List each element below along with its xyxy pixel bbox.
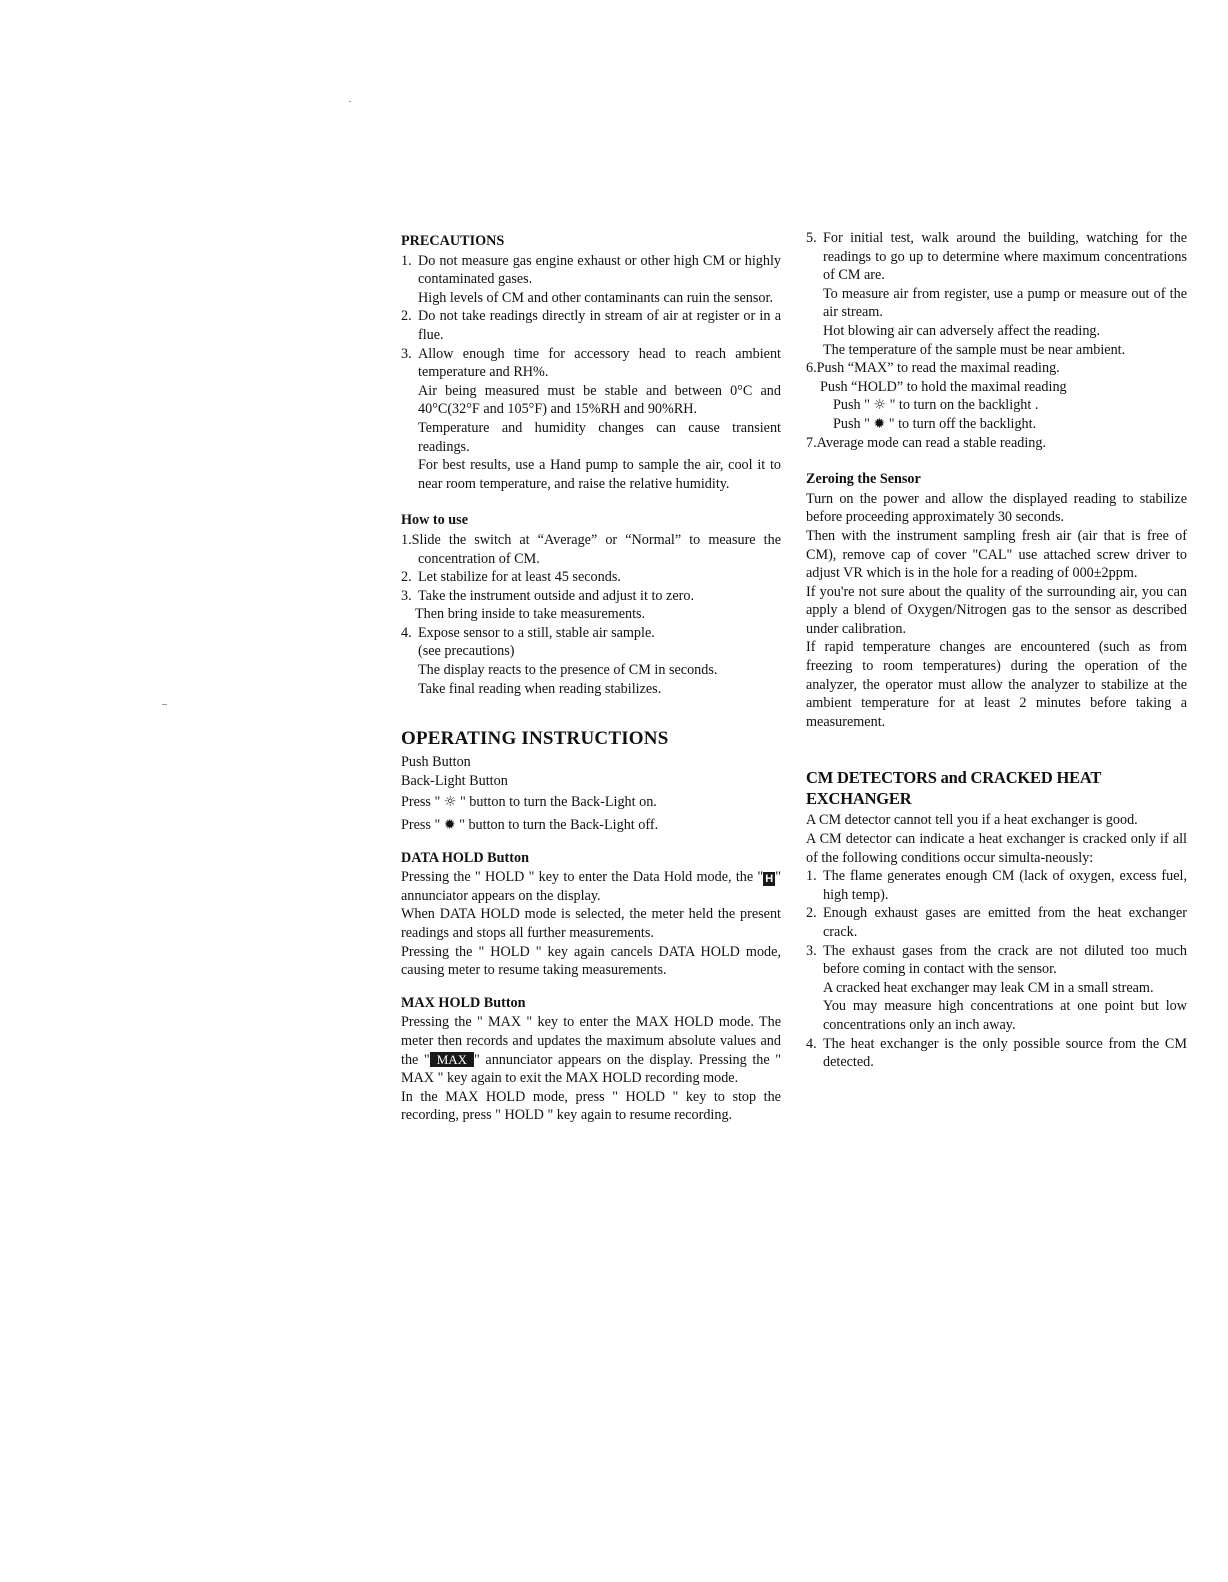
cm-3-text: The exhaust gases from the crack are not diluted too much before coming in contact with the sensor. (823, 942, 1187, 978)
precaution-item-3 (401, 345, 781, 382)
cm-detectors-paragraph-2: A CM detector can indicate a heat exchanger is cracked only if all of the following conditions occur simulta-neously: (806, 831, 1187, 866)
push-off-prefix: Push " (833, 415, 870, 432)
how-to-4-text: Expose sensor to a still, stable air sample. (418, 624, 655, 641)
cm-3-leak: A cracked heat exchanger may leak CM in a small stream. (823, 979, 1154, 996)
max-hold-p1-pre: Pressing the " MAX " key to enter the MAX HOLD mode. The meter then records and updates the maximum absolute values and the " (401, 1014, 781, 1068)
how-to-5-text: For initial test, walk around the building, watching for the readings to go up to determine where maximum concentrations of CM are. (823, 230, 1187, 284)
backlight-on-icon: ☼ (873, 397, 887, 414)
precaution-1-text: Do not measure gas engine exhaust or other high CM or highly contaminated gases. (418, 252, 781, 288)
cm-detectors-paragraph-1: A CM detector cannot tell you if a heat exchanger is good. (806, 812, 1138, 829)
data-hold-paragraph-2: When DATA HOLD mode is selected, the meter held the present readings and stops all further measurements. (401, 906, 781, 941)
zeroing-heading: Zeroing the Sensor (806, 471, 921, 488)
item-number: 1. (401, 252, 412, 269)
item-number: 4. (806, 1035, 817, 1052)
item-number: 3. (401, 345, 412, 362)
max-annunciator-icon: MAX (430, 1052, 474, 1067)
how-to-3-note: Then bring inside to take measurements. (415, 606, 646, 623)
press-on-prefix: Press " (401, 794, 441, 811)
item-number: 3. (806, 942, 817, 959)
zeroing-paragraph-1: Turn on the power and allow the displayed reading to stabilize before proceeding approximately 30 seconds. (806, 490, 1187, 526)
item-number: 5. (806, 230, 817, 246)
how-to-2-text: Let stabilize for at least 45 seconds. (418, 569, 621, 586)
zeroing-paragraph-4: If rapid temperature changes are encountered (such as from freezing to room temperatures) during the operation of the analyzer, the operator must allow the analyzer to stabilize at the ambient temperature for at least 2 minutes before taking a measurement. (806, 639, 1187, 730)
backlight-button-label: Back-Light Button (401, 772, 508, 789)
cm-item-1 (806, 867, 1187, 904)
push-off-suffix: " to turn off the backlight. (888, 415, 1037, 432)
data-hold-p1-pre: Pressing the " HOLD " key to enter the Data Hold mode, the " (401, 869, 764, 886)
max-hold-heading: MAX HOLD Button (401, 994, 526, 1011)
how-to-item-2 (401, 568, 781, 587)
how-to-4-see: (see precautions) (418, 643, 515, 660)
backlight-off-icon: ✹ (443, 817, 456, 834)
precaution-item-1 (401, 252, 781, 289)
precautions-heading: PRECAUTIONS (401, 233, 505, 249)
how-to-4-display: The display reacts to the presence of CM in seconds. (418, 662, 718, 679)
how-to-6-max: 6.Push “MAX” to read the maximal reading. (806, 360, 1060, 377)
operating-instructions-heading: OPERATING INSTRUCTIONS (401, 728, 669, 750)
max-hold-paragraph-2: In the MAX HOLD mode, press " HOLD " key to stop the recording, press " HOLD " key again to resume recording. (401, 1088, 781, 1124)
precaution-3-text: Allow enough time for accessory head to reach ambient temperature and RH%. (418, 345, 781, 381)
press-off-prefix: Press " (401, 817, 441, 834)
how-to-use-heading: How to use (401, 512, 468, 529)
max-hold-paragraph-1 (401, 1013, 781, 1087)
cm-detectors-heading: CM DETECTORS and CRACKED HEAT EXCHANGER (806, 768, 1101, 809)
press-on-suffix: " button to turn the Back-Light on. (459, 794, 657, 811)
backlight-on-line (401, 793, 781, 812)
how-to-item-3 (401, 587, 781, 606)
precaution-item-2 (401, 307, 781, 344)
how-to-6-backlight-off (806, 415, 1187, 434)
item-number: 4. (401, 624, 412, 641)
precaution-3-range: Air being measured must be stable and between 0°C and 40°C(32°F and 105°F) and 15%RH and 90%RH. (418, 382, 781, 418)
cm-1-text: The flame generates enough CM (lack of oxygen, excess fuel, high temp). (823, 868, 1187, 903)
item-number: 2. (401, 569, 412, 586)
item-number: 3. (401, 587, 412, 604)
backlight-off-icon: ✹ (873, 415, 886, 432)
how-to-5-register: To measure air from register, use a pump or measure out of the air stream. (823, 285, 1187, 321)
cm-3-concentration: You may measure high concentrations at one point but low concentrations only an inch away. (823, 998, 1187, 1033)
cm-item-3 (806, 942, 1187, 979)
how-to-item-4 (401, 624, 781, 643)
how-to-6-hold: Push “HOLD” to hold the maximal reading (820, 378, 1067, 395)
backlight-off-line (401, 816, 781, 835)
data-hold-p1-post: " annunciator appears on the display. (401, 869, 781, 904)
left-column (401, 232, 781, 1125)
how-to-6-backlight-on (806, 396, 1187, 415)
how-to-3-text: Take the instrument outside and adjust it to zero. (418, 587, 694, 604)
zeroing-paragraph-2: Then with the instrument sampling fresh air (air that is free of CM), remove cap of cover "CAL" use attached screw driver to adjust VR which is in the hole for a reading of 000±2ppm. (806, 527, 1187, 582)
precaution-2-text: Do not take readings directly in stream of air at register or in a flue. (418, 308, 781, 343)
how-to-4-final: Take final reading when reading stabilizes. (418, 680, 662, 697)
how-to-item-1 (401, 531, 781, 568)
push-button-label: Push Button (401, 754, 471, 771)
precaution-1-note: High levels of CM and other contaminants can ruin the sensor. (418, 289, 774, 306)
precaution-3-best-results: For best results, use a Hand pump to sample the air, cool it to near room temperature, and raise the relative humidity. (418, 457, 781, 492)
precaution-3-transient: Temperature and humidity changes can cause transient readings. (418, 419, 781, 455)
max-hold-p1-post: " annunciator appears on the display. Pressing the " MAX " key again to exit the MAX HOLD recording mode. (401, 1051, 782, 1087)
cm-4-text: The heat exchanger is the only possible source from the CM detected. (823, 1035, 1187, 1071)
data-hold-paragraph-1 (401, 868, 781, 905)
how-to-5-hot-air: Hot blowing air can adversely affect the reading. (823, 322, 1101, 339)
cm-item-4 (806, 1035, 1187, 1072)
how-to-7-average: 7.Average mode can read a stable reading. (806, 434, 1047, 451)
push-on-suffix: " to turn on the backlight . (889, 397, 1039, 414)
scan-speck (162, 704, 167, 705)
cm-item-2 (806, 904, 1187, 941)
item-number: 1. (806, 868, 817, 885)
right-column (806, 229, 1187, 1072)
scan-speck (349, 101, 351, 102)
how-to-1-text: 1.Slide the switch at “Average” or “Normal” to measure the concentration of CM. (401, 531, 781, 567)
press-off-suffix: " button to turn the Back-Light off. (459, 817, 659, 834)
item-number: 2. (806, 905, 817, 922)
item-number: 2. (401, 308, 412, 325)
how-to-item-5 (806, 229, 1187, 285)
push-on-prefix: Push " (833, 397, 870, 414)
cm-2-text: Enough exhaust gases are emitted from the heat exchanger crack. (823, 905, 1187, 940)
data-hold-paragraph-3: Pressing the " HOLD " key again cancels DATA HOLD mode, causing meter to resume taking measurements. (401, 943, 781, 979)
zeroing-paragraph-3: If you're not sure about the quality of the surrounding air, you can apply a blend of Oxygen/Nitrogen gas to the sensor as described under calibration. (806, 583, 1187, 637)
how-to-5-temperature: The temperature of the sample must be near ambient. (823, 341, 1126, 358)
data-hold-heading: DATA HOLD Button (401, 849, 529, 866)
hold-annunciator-icon: H (763, 872, 775, 886)
backlight-on-icon: ☼ (443, 794, 457, 811)
